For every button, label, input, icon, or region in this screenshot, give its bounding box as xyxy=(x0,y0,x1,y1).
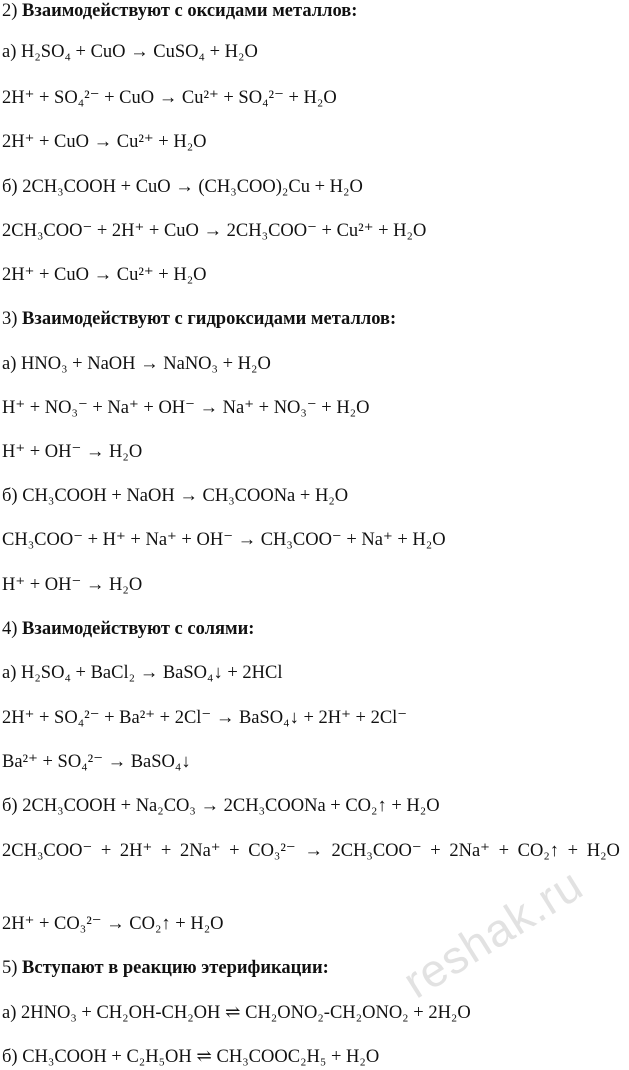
equation-line: б) 2CH₃COOH + Na₂CO₃ → 2CH₃COONa + CO₂↑ + H₂O xyxy=(2,796,440,816)
equation-line: 2H⁺ + SO₄²⁻ + Ba²⁺ + 2Cl⁻ → BaSO₄↓ + 2H⁺ + 2Cl⁻ xyxy=(2,708,408,728)
section-title: Взаимодействуют с оксидами металлов: xyxy=(22,1,358,21)
equation-line: 2H⁺ + SO₄²⁻ + CuO → Cu²⁺ + SO₄²⁻ + H₂O xyxy=(2,88,337,108)
section-4-heading xyxy=(2,618,625,640)
equation-line: 2CH₃COO⁻ + 2H⁺ + CuO → 2CH₃COO⁻ + Cu²⁺ + H₂O xyxy=(2,221,427,241)
site-watermark: reshak.ru xyxy=(394,857,592,1009)
equation-line: а) H₂SO₄ + BaCl₂ → BaSO₄↓ + 2HCl xyxy=(2,663,283,683)
section-number: 5) xyxy=(2,958,18,978)
equation-line: а) H₂SO₄ + CuO → CuSO₄ + H₂O xyxy=(2,42,258,62)
section-5-heading xyxy=(2,957,625,979)
equation-line: а) HNO₃ + NaOH → NaNO₃ + H₂O xyxy=(2,354,271,374)
section-number: 2) xyxy=(2,1,18,21)
section-title: Взаимодействуют с солями: xyxy=(22,619,255,639)
equation-line: а) 2HNO₃ + CH₂OH-CH₂OH ⇌ CH₂ONO₂-CH₂ONO₂ + 2H₂O xyxy=(2,1003,471,1023)
equation-line: б) 2CH₃COOH + CuO → (CH₃COO)₂Cu + H₂O xyxy=(2,177,363,197)
equation-line: б) CH₃COOH + C₂H₅OH ⇌ CH₃COOC₂H₅ + H₂O xyxy=(2,1047,380,1067)
section-title: Взаимодействуют с гидроксидами металлов: xyxy=(22,309,397,329)
section-title: Вступают в реакцию этерификации: xyxy=(22,958,329,978)
section-number: 4) xyxy=(2,619,18,639)
equation-line: 2H⁺ + CuO → Cu²⁺ + H₂O xyxy=(2,132,207,152)
equation-line: 2H⁺ + CuO → Cu²⁺ + H₂O xyxy=(2,265,207,285)
equation-line: H⁺ + OH⁻ → H₂O xyxy=(2,575,143,595)
equation-line: Ba²⁺ + SO₄²⁻ → BaSO₄↓ xyxy=(2,752,191,772)
equation-line: 2H⁺ + CO₃²⁻ → CO₂↑ + H₂O xyxy=(2,914,224,934)
section-2-heading xyxy=(2,0,625,22)
equation-line: H⁺ + OH⁻ → H₂O xyxy=(2,442,143,462)
equation-line: CH₃COO⁻ + H⁺ + Na⁺ + OH⁻ → CH₃COO⁻ + Na⁺ + H₂O xyxy=(2,530,446,550)
equation-line: б) CH₃COOH + NaOH → CH₃COONa + H₂O xyxy=(2,486,349,506)
section-number: 3) xyxy=(2,309,18,329)
equation-line: H⁺ + NO₃⁻ + Na⁺ + OH⁻ → Na⁺ + NO₃⁻ + H₂O xyxy=(2,398,370,418)
equation-line-wrapped: 2CH₃COO⁻ + 2H⁺ + 2Na⁺ + CO₃²⁻ → 2CH₃COO⁻ + 2Na⁺ + CO₂↑ + H₂O xyxy=(2,841,620,861)
section-3-heading xyxy=(2,308,625,330)
